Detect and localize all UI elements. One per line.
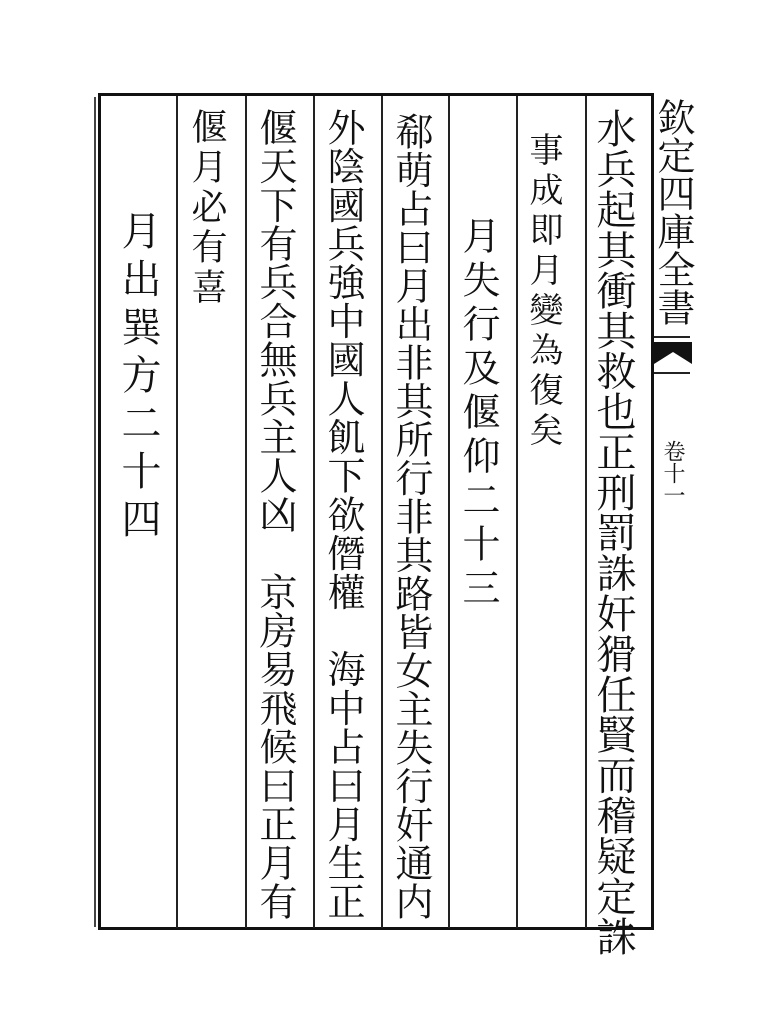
text-column-5: 外陰國兵強中國人飢下欲僭權 海中占曰月生正 [321,108,365,921]
text-column-2: 事成即月變為復矣 [523,132,563,452]
text-column-7: 偃月必有喜 [186,108,227,308]
margin-rule [654,372,690,374]
column-rule [381,96,383,928]
column-rule [448,96,450,928]
column-rule [176,96,178,928]
margin-rule [654,336,690,338]
text-column-1: 水兵起其衝其救也正刑罰誅奸猾任賢而稽疑定誅 [590,108,636,957]
column-rule [585,96,587,928]
text-column-8: 月出巽方二十四 [115,210,161,546]
book-title: 欽定四庫全書 [651,98,695,326]
column-rule [245,96,247,928]
column-rule [313,96,315,928]
fish-tail-mark [652,340,694,366]
text-column-3: 月失行及偃仰二十三 [456,216,500,612]
page-frame [98,93,654,930]
chapter-label: 卷十一 [660,440,685,506]
text-column-6: 偃天下有兵合無兵主人凶 京房易飛候曰正月有 [253,108,297,921]
text-column-4: 郗萌占曰月出非其所行非其路皆女主失行奸通内 [389,112,433,921]
inner-border-line [94,97,96,927]
column-rule [516,96,518,928]
